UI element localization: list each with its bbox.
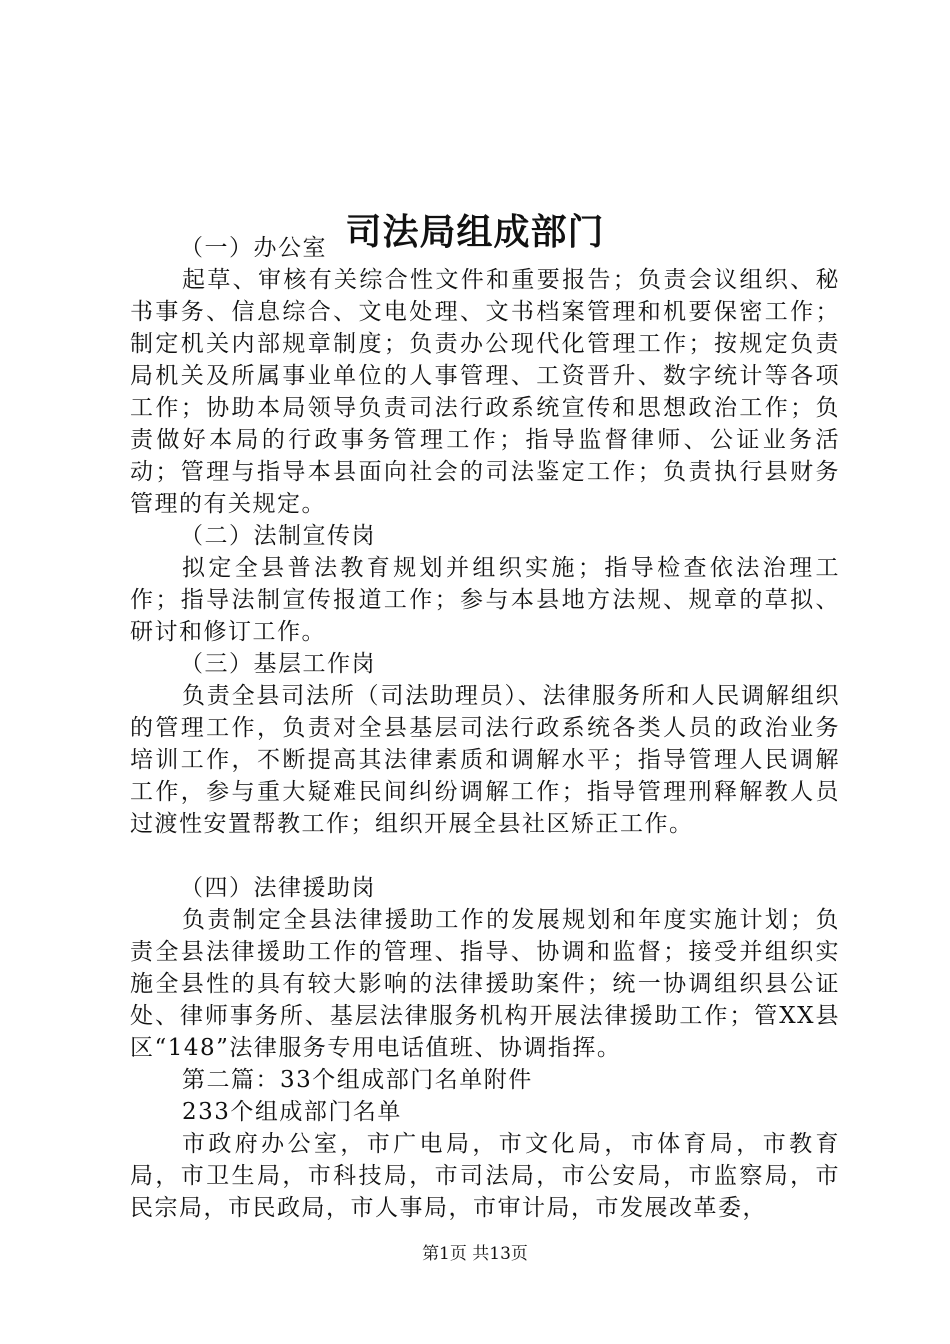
section-heading-grassroots: （三）基层工作岗: [180, 651, 376, 677]
page-footer: 第1页 共13页: [422, 1244, 528, 1264]
section-heading-legal-publicity: （二）法制宣传岗: [180, 523, 376, 549]
section-paragraph-legal-aid: 负责制定全县法律援助工作的发展规划和年度实施计划；负责全县法律援助工作的管理、指导、协调和监督；接受并组织实施全县性的具有较大影响的法律援助案件；统一协调组织县公证处、律师事务所、基层法律服务机构开展法律援助工作；管XX县区“148”法律服务专用电话值班、协调指挥。: [130, 907, 840, 1061]
paragraph-spacer: [130, 840, 840, 872]
section-paragraph-office: 起草、审核有关综合性文件和重要报告；负责会议组织、秘书事务、信息综合、文电处理、文书档案管理和机要保密工作；制定机关内部规章制度；负责办公现代化管理工作；按规定负责局机关及所属事业单位的人事管理、工资晋升、数字统计等各项工作；协助本局领导负责司法行政系统宣传和思想政治工作；负责做好本局的行政事务管理工作；指导监督律师、公证业务活动；管理与指导本县面向社会的司法鉴定工作；负责执行县财务管理的有关规定。: [130, 267, 840, 517]
document-body: [130, 232, 840, 1224]
section-heading-legal-aid: （四）法律援助岗: [180, 875, 376, 901]
part2-paragraph: 市政府办公室，市广电局，市文化局，市体育局，市教育局，市卫生局，市科技局，市司法局，市公安局，市监察局，市民宗局，市民政局，市人事局，市审计局，市发展改革委，: [130, 1131, 840, 1221]
section-heading-office: （一）办公室: [180, 235, 327, 261]
section-paragraph-grassroots: 负责全县司法所（司法助理员）、法律服务所和人民调解组织的管理工作，负责对全县基层司法行政系统各类人员的政治业务培训工作，不断提高其法律素质和调解水平；指导管理人民调解工作，参与重大疑难民间纠纷调解工作；指导管理刑释解教人员过渡性安置帮教工作；组织开展全县社区矫正工作。: [130, 683, 840, 837]
section-paragraph-legal-publicity: 拟定全县普法教育规划并组织实施；指导检查依法治理工作；指导法制宣传报道工作；参与本县地方法规、规章的草拟、研讨和修订工作。: [130, 555, 840, 645]
page-title: 司法局组成部门: [345, 211, 605, 254]
part2-heading: 第二篇：33个组成部门名单附件: [182, 1067, 533, 1093]
part2-subheading: 233个组成部门名单: [182, 1099, 402, 1125]
